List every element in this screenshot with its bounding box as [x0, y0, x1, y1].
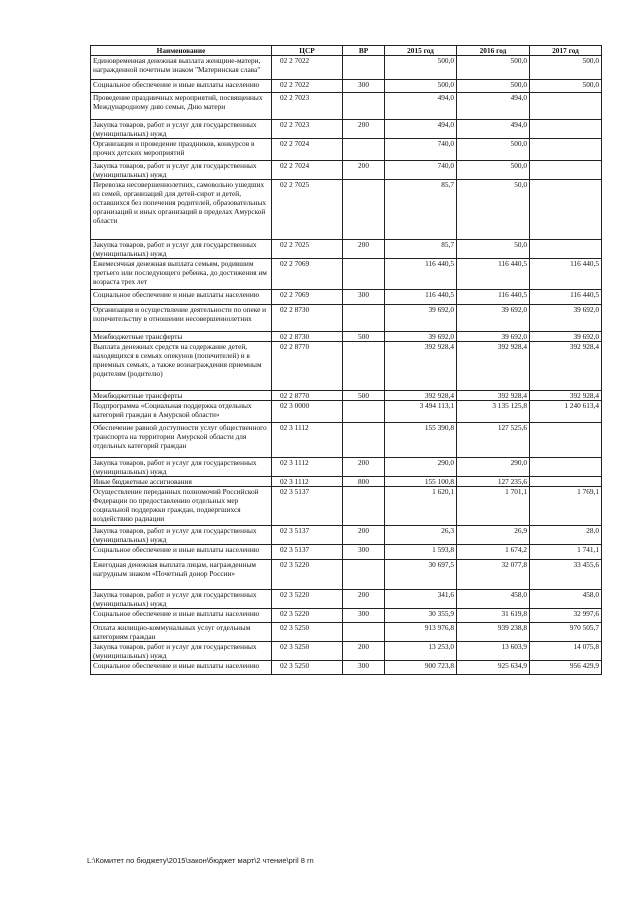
cell-2017: 392 928,4: [530, 391, 602, 401]
table-row: [91, 80, 602, 93]
table-row: [91, 423, 602, 458]
cell-vr: 200: [343, 590, 385, 609]
cell-2016: 39 692,0: [457, 305, 530, 332]
cell-csr: 02 2 8770: [272, 391, 343, 401]
cell-name: Закупка товаров, работ и услуг для государственных (муниципальных) нужд: [91, 240, 272, 259]
cell-2015: 3 494 113,1: [385, 401, 457, 423]
cell-2015: 392 928,4: [385, 391, 457, 401]
cell-name: Осуществление переданных полномочий Российской Федерации по предоставлению отдельных мер социальной поддержки граждан, подвергшихся воздействию радиации: [91, 487, 272, 526]
cell-vr: 300: [343, 609, 385, 623]
cell-2015: 392 928,4: [385, 342, 457, 391]
table-row: [91, 139, 602, 161]
cell-vr: [343, 259, 385, 290]
cell-2015: 500,0: [385, 56, 457, 80]
cell-2015: 494,0: [385, 120, 457, 139]
cell-vr: 200: [343, 240, 385, 259]
cell-vr: 200: [343, 642, 385, 661]
cell-2017: [530, 139, 602, 161]
table-row: [91, 609, 602, 623]
cell-csr: 02 3 5220: [272, 609, 343, 623]
table-row: [91, 623, 602, 642]
cell-2017: 116 440,5: [530, 290, 602, 305]
cell-name: Подпрограмма «Социальная поддержка отдельных категорий граждан в Амурской области»: [91, 401, 272, 423]
cell-2016: 500,0: [457, 161, 530, 180]
cell-2015: 85,7: [385, 240, 457, 259]
cell-name: Межбюджетные трансферты: [91, 391, 272, 401]
table-row: [91, 526, 602, 545]
cell-vr: [343, 180, 385, 240]
cell-2015: 85,7: [385, 180, 457, 240]
cell-2016: 458,0: [457, 590, 530, 609]
cell-csr: 02 2 7069: [272, 259, 343, 290]
cell-2017: 500,0: [530, 56, 602, 80]
cell-csr: 02 3 5137: [272, 545, 343, 560]
cell-name: Ежемесячная денежная выплата семьям, родившим третьего или последующего ребенка, до достижения им возраста трех лет: [91, 259, 272, 290]
cell-vr: [343, 139, 385, 161]
cell-2017: 28,0: [530, 526, 602, 545]
table-row: [91, 305, 602, 332]
cell-name: Единовременная денежная выплата женщине-матери, награжденной почетным знаком "Материнская слава": [91, 56, 272, 80]
cell-2017: 32 997,6: [530, 609, 602, 623]
cell-csr: 02 3 5220: [272, 560, 343, 590]
cell-2015: 1 593,8: [385, 545, 457, 560]
cell-csr: 02 3 5137: [272, 526, 343, 545]
cell-name: Закупка товаров, работ и услуг для государственных (муниципальных) нужд: [91, 120, 272, 139]
cell-csr: 02 3 5250: [272, 661, 343, 675]
cell-csr: 02 3 0000: [272, 401, 343, 423]
cell-csr: 02 2 7025: [272, 240, 343, 259]
cell-2017: [530, 240, 602, 259]
cell-csr: 02 3 1112: [272, 458, 343, 477]
table-body: [91, 56, 602, 675]
cell-2017: 33 455,6: [530, 560, 602, 590]
cell-name: Перевозка несовершеннолетних, самовольно ушедших из семей, организаций для детей-сирот и детей, оставшихся без попечения родителей, образовательных организаций и иных организаций в пределах Амурской области: [91, 180, 272, 240]
cell-vr: 200: [343, 526, 385, 545]
cell-2016: 500,0: [457, 56, 530, 80]
header-2017: 2017 год: [530, 46, 602, 56]
table-row: [91, 391, 602, 401]
cell-2016: 13 603,9: [457, 642, 530, 661]
table-row: [91, 93, 602, 120]
cell-2017: [530, 423, 602, 458]
cell-name: Оплата жилищно-коммунальных услуг отдельным категориям граждан: [91, 623, 272, 642]
cell-2017: [530, 93, 602, 120]
cell-2016: 494,0: [457, 120, 530, 139]
cell-vr: 300: [343, 80, 385, 93]
cell-name: Организация и проведение праздников, конкурсов в прочих детских мероприятий: [91, 139, 272, 161]
cell-csr: 02 3 5137: [272, 487, 343, 526]
cell-2016: 39 692,0: [457, 332, 530, 342]
header-vr: ВР: [343, 46, 385, 56]
cell-csr: 02 2 7023: [272, 93, 343, 120]
table-row: [91, 590, 602, 609]
cell-2016: 392 928,4: [457, 342, 530, 391]
cell-2016: 500,0: [457, 139, 530, 161]
cell-2015: 341,6: [385, 590, 457, 609]
cell-name: Выплата денежных средств на содержание детей, находящихся в семьях опекунов (попечителей) и в приемных семьях, а также вознаграждения приемным родителям (родителю): [91, 342, 272, 391]
cell-2015: 13 253,0: [385, 642, 457, 661]
cell-csr: 02 2 7024: [272, 139, 343, 161]
cell-vr: [343, 401, 385, 423]
cell-2016: 392 928,4: [457, 391, 530, 401]
table-row: [91, 545, 602, 560]
header-csr: ЦСР: [272, 46, 343, 56]
cell-vr: [343, 342, 385, 391]
table-row: [91, 120, 602, 139]
cell-vr: 500: [343, 391, 385, 401]
cell-2017: 956 429,9: [530, 661, 602, 675]
cell-2017: 458,0: [530, 590, 602, 609]
cell-vr: [343, 487, 385, 526]
cell-2016: 32 077,8: [457, 560, 530, 590]
cell-vr: [343, 560, 385, 590]
table-row: [91, 290, 602, 305]
cell-2016: 127 235,6: [457, 477, 530, 487]
cell-csr: 02 3 5250: [272, 623, 343, 642]
cell-name: Иные бюджетные ассигнования: [91, 477, 272, 487]
cell-2017: [530, 458, 602, 477]
cell-2017: 1 240 613,4: [530, 401, 602, 423]
cell-2016: 939 238,8: [457, 623, 530, 642]
cell-name: Межбюджетные трансферты: [91, 332, 272, 342]
cell-csr: 02 3 5220: [272, 590, 343, 609]
cell-2017: 39 692,0: [530, 305, 602, 332]
cell-vr: [343, 93, 385, 120]
cell-csr: 02 2 7025: [272, 180, 343, 240]
cell-2016: 31 619,8: [457, 609, 530, 623]
cell-name: Социальное обеспечение и иные выплаты населению: [91, 609, 272, 623]
table-row: [91, 259, 602, 290]
cell-vr: [343, 423, 385, 458]
header-name: Наименование: [91, 46, 272, 56]
cell-name: Закупка товаров, работ и услуг для государственных (муниципальных) нужд: [91, 161, 272, 180]
cell-2015: 39 692,0: [385, 332, 457, 342]
cell-2015: 500,0: [385, 80, 457, 93]
table-row: [91, 560, 602, 590]
cell-name: Проведение праздничных мероприятий, посвященных Международному дню семьи, Дню матери: [91, 93, 272, 120]
table-row: [91, 487, 602, 526]
budget-table: [90, 45, 602, 675]
cell-vr: 500: [343, 332, 385, 342]
cell-2016: 116 440,5: [457, 290, 530, 305]
cell-2015: 740,0: [385, 161, 457, 180]
table-row: [91, 56, 602, 80]
cell-csr: 02 2 8730: [272, 332, 343, 342]
cell-2016: 500,0: [457, 80, 530, 93]
cell-csr: 02 2 7024: [272, 161, 343, 180]
cell-vr: 200: [343, 120, 385, 139]
table-row: [91, 401, 602, 423]
cell-csr: 02 2 7069: [272, 290, 343, 305]
cell-2015: 1 620,1: [385, 487, 457, 526]
cell-2015: 30 355,9: [385, 609, 457, 623]
cell-2017: 970 505,7: [530, 623, 602, 642]
cell-name: Организация и осуществление деятельности по опеке и попечительству в отношении несовершеннолетних: [91, 305, 272, 332]
cell-vr: 300: [343, 661, 385, 675]
cell-csr: 02 2 8770: [272, 342, 343, 391]
cell-2015: 30 697,5: [385, 560, 457, 590]
cell-2015: 26,3: [385, 526, 457, 545]
cell-name: Обеспечение равной доступности услуг общественного транспорта на территории Амурской области для отдельных категорий граждан: [91, 423, 272, 458]
header-row: [91, 46, 602, 56]
cell-2016: 127 525,6: [457, 423, 530, 458]
cell-vr: 200: [343, 161, 385, 180]
cell-csr: 02 3 5250: [272, 642, 343, 661]
cell-2015: 494,0: [385, 93, 457, 120]
cell-name: Социальное обеспечение и иные выплаты населению: [91, 290, 272, 305]
cell-name: Ежегодная денежная выплата лицам, награжденным нагрудным знаком «Почетный донор России»: [91, 560, 272, 590]
table-row: [91, 161, 602, 180]
table-row: [91, 342, 602, 391]
cell-2017: 500,0: [530, 80, 602, 93]
cell-csr: 02 2 7022: [272, 80, 343, 93]
cell-name: Закупка товаров, работ и услуг для государственных (муниципальных) нужд: [91, 526, 272, 545]
table-row: [91, 458, 602, 477]
cell-2015: 900 723,8: [385, 661, 457, 675]
cell-2017: 39 692,0: [530, 332, 602, 342]
cell-2017: 116 440,5: [530, 259, 602, 290]
cell-csr: 02 3 1112: [272, 477, 343, 487]
cell-2015: 116 440,5: [385, 259, 457, 290]
cell-2016: 116 440,5: [457, 259, 530, 290]
cell-2015: 290,0: [385, 458, 457, 477]
table-row: [91, 240, 602, 259]
table-row: [91, 477, 602, 487]
cell-2016: 50,0: [457, 180, 530, 240]
cell-vr: 200: [343, 458, 385, 477]
cell-csr: 02 2 7023: [272, 120, 343, 139]
cell-vr: 300: [343, 545, 385, 560]
cell-2015: 155 390,8: [385, 423, 457, 458]
cell-vr: [343, 305, 385, 332]
cell-2017: 1 769,1: [530, 487, 602, 526]
cell-name: Закупка товаров, работ и услуг для государственных (муниципальных) нужд: [91, 590, 272, 609]
cell-2016: 1 701,1: [457, 487, 530, 526]
cell-name: Закупка товаров, работ и услуг для государственных (муниципальных) нужд: [91, 458, 272, 477]
cell-2017: [530, 477, 602, 487]
cell-2015: 740,0: [385, 139, 457, 161]
header-2015: 2015 год: [385, 46, 457, 56]
cell-2017: [530, 120, 602, 139]
cell-2016: 1 674,2: [457, 545, 530, 560]
file-path-footer: L:\Комитет по бюджету\2015\закон\бюджет март\2 чтение\pril 8 rn: [87, 856, 314, 865]
cell-2017: [530, 161, 602, 180]
cell-name: Социальное обеспечение и иные выплаты населению: [91, 661, 272, 675]
cell-2016: 3 135 125,8: [457, 401, 530, 423]
cell-2017: 14 075,8: [530, 642, 602, 661]
cell-2017: [530, 180, 602, 240]
cell-name: Социальное обеспечение и иные выплаты населению: [91, 80, 272, 93]
cell-csr: 02 3 1112: [272, 423, 343, 458]
cell-2016: 494,0: [457, 93, 530, 120]
cell-2016: 290,0: [457, 458, 530, 477]
cell-2015: 155 100,8: [385, 477, 457, 487]
cell-vr: 300: [343, 290, 385, 305]
cell-vr: [343, 56, 385, 80]
table-row: [91, 661, 602, 675]
cell-2016: 50,0: [457, 240, 530, 259]
cell-name: Закупка товаров, работ и услуг для государственных (муниципальных) нужд: [91, 642, 272, 661]
cell-vr: 800: [343, 477, 385, 487]
header-2016: 2016 год: [457, 46, 530, 56]
cell-csr: 02 2 8730: [272, 305, 343, 332]
cell-2015: 39 692,0: [385, 305, 457, 332]
cell-csr: 02 2 7022: [272, 56, 343, 80]
cell-vr: [343, 623, 385, 642]
table-header: [91, 46, 602, 56]
cell-2015: 913 976,8: [385, 623, 457, 642]
cell-2016: 26,9: [457, 526, 530, 545]
cell-2017: 1 741,1: [530, 545, 602, 560]
table-row: [91, 642, 602, 661]
cell-2015: 116 440,5: [385, 290, 457, 305]
cell-2017: 392 928,4: [530, 342, 602, 391]
cell-2016: 925 634,9: [457, 661, 530, 675]
cell-name: Социальное обеспечение и иные выплаты населению: [91, 545, 272, 560]
table-row: [91, 180, 602, 240]
table-row: [91, 332, 602, 342]
